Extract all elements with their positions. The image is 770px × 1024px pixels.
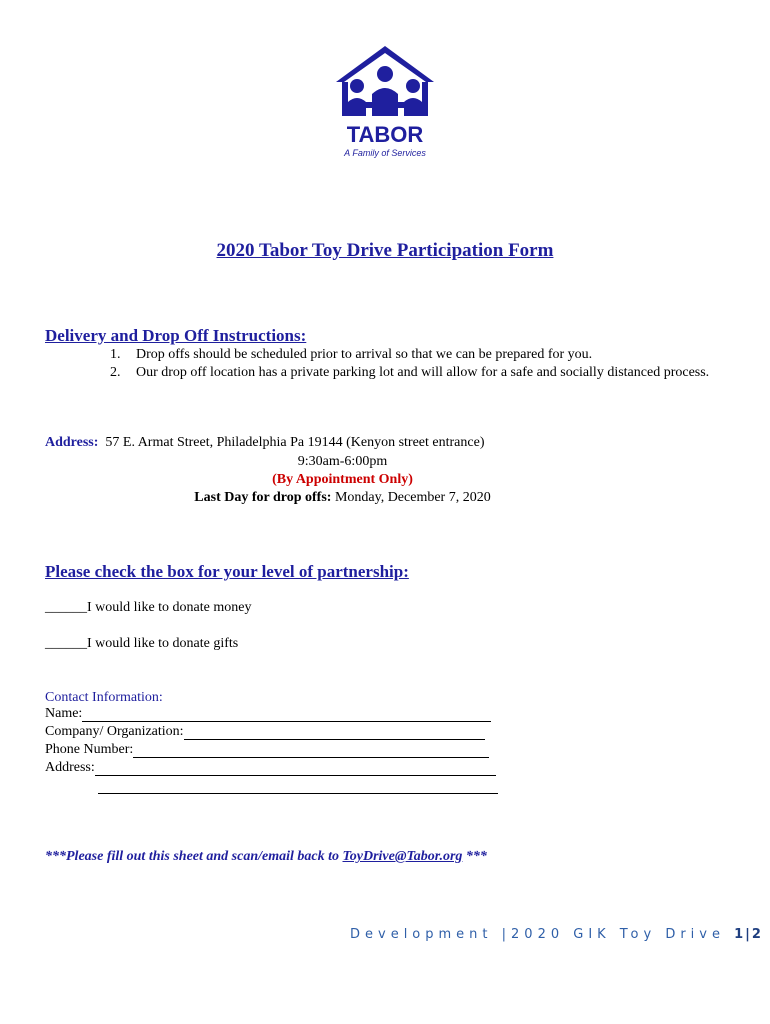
page-number: 1|2 [734,927,763,942]
logo-brand: TABOR [346,122,424,147]
address-input-line-2[interactable] [98,779,498,794]
phone-label: Phone Number: [45,742,134,757]
list-item-number: 1. [110,347,121,362]
address-input-line[interactable] [95,761,496,776]
logo-tagline: A Family of Services [344,148,426,158]
donate-gifts-option[interactable] [45,636,238,652]
hours: 9:30am-6:00pm [297,454,388,469]
return-instructions [45,849,487,865]
page-footer [350,927,763,942]
address-field[interactable] [45,760,496,776]
partnership-heading: Please check the box for your level of partnership: [45,562,409,581]
name-label: Name: [45,706,83,721]
tabor-logo [330,42,440,160]
list-item-number: 2. [110,365,121,380]
address-label: Address: [45,435,99,450]
page-title: 2020 Tabor Toy Drive Participation Form [216,240,554,261]
phone-input-line[interactable] [133,743,489,758]
list-item [110,346,725,364]
return-suffix: *** [462,849,487,864]
contact-address-label: Address: [45,760,95,775]
last-day-label: Last Day for drop offs: [194,490,332,505]
appointment-note: (By Appointment Only) [272,472,413,487]
last-day-line [0,490,685,506]
house-family-icon [330,42,440,160]
company-input-line[interactable] [184,725,485,740]
list-item-text: Our drop off location has a private parking lot and will allow for a safe and socially distanced process. [136,365,710,380]
last-day-value: Monday, December 7, 2020 [334,490,491,505]
option-text: I would like to donate money [87,600,252,615]
name-field[interactable] [45,706,491,722]
option-text: I would like to donate gifts [87,636,239,651]
name-input-line[interactable] [82,707,491,722]
return-prefix: ***Please fill out this sheet and scan/email back to [45,849,343,864]
delivery-heading: Delivery and Drop Off Instructions: [45,326,307,345]
donate-money-option[interactable] [45,600,251,616]
address-line [45,435,484,451]
delivery-list [110,346,725,382]
company-label: Company/ Organization: [45,724,184,739]
address-value: 57 E. Armat Street, Philadelphia Pa 19144 (Kenyon street entrance) [105,435,485,450]
footer-text: Development |2020 GIK Toy Drive [350,927,725,942]
contact-heading: Contact Information: [45,690,163,705]
checkbox-blank[interactable]: ______ [45,636,87,651]
list-item [110,364,725,382]
list-item-text: Drop offs should be scheduled prior to arrival so that we can be prepared for you. [136,347,593,362]
phone-field[interactable] [45,742,489,758]
company-field[interactable] [45,724,485,740]
checkbox-blank[interactable]: ______ [45,600,87,615]
email-link[interactable]: ToyDrive@Tabor.org [342,849,463,864]
